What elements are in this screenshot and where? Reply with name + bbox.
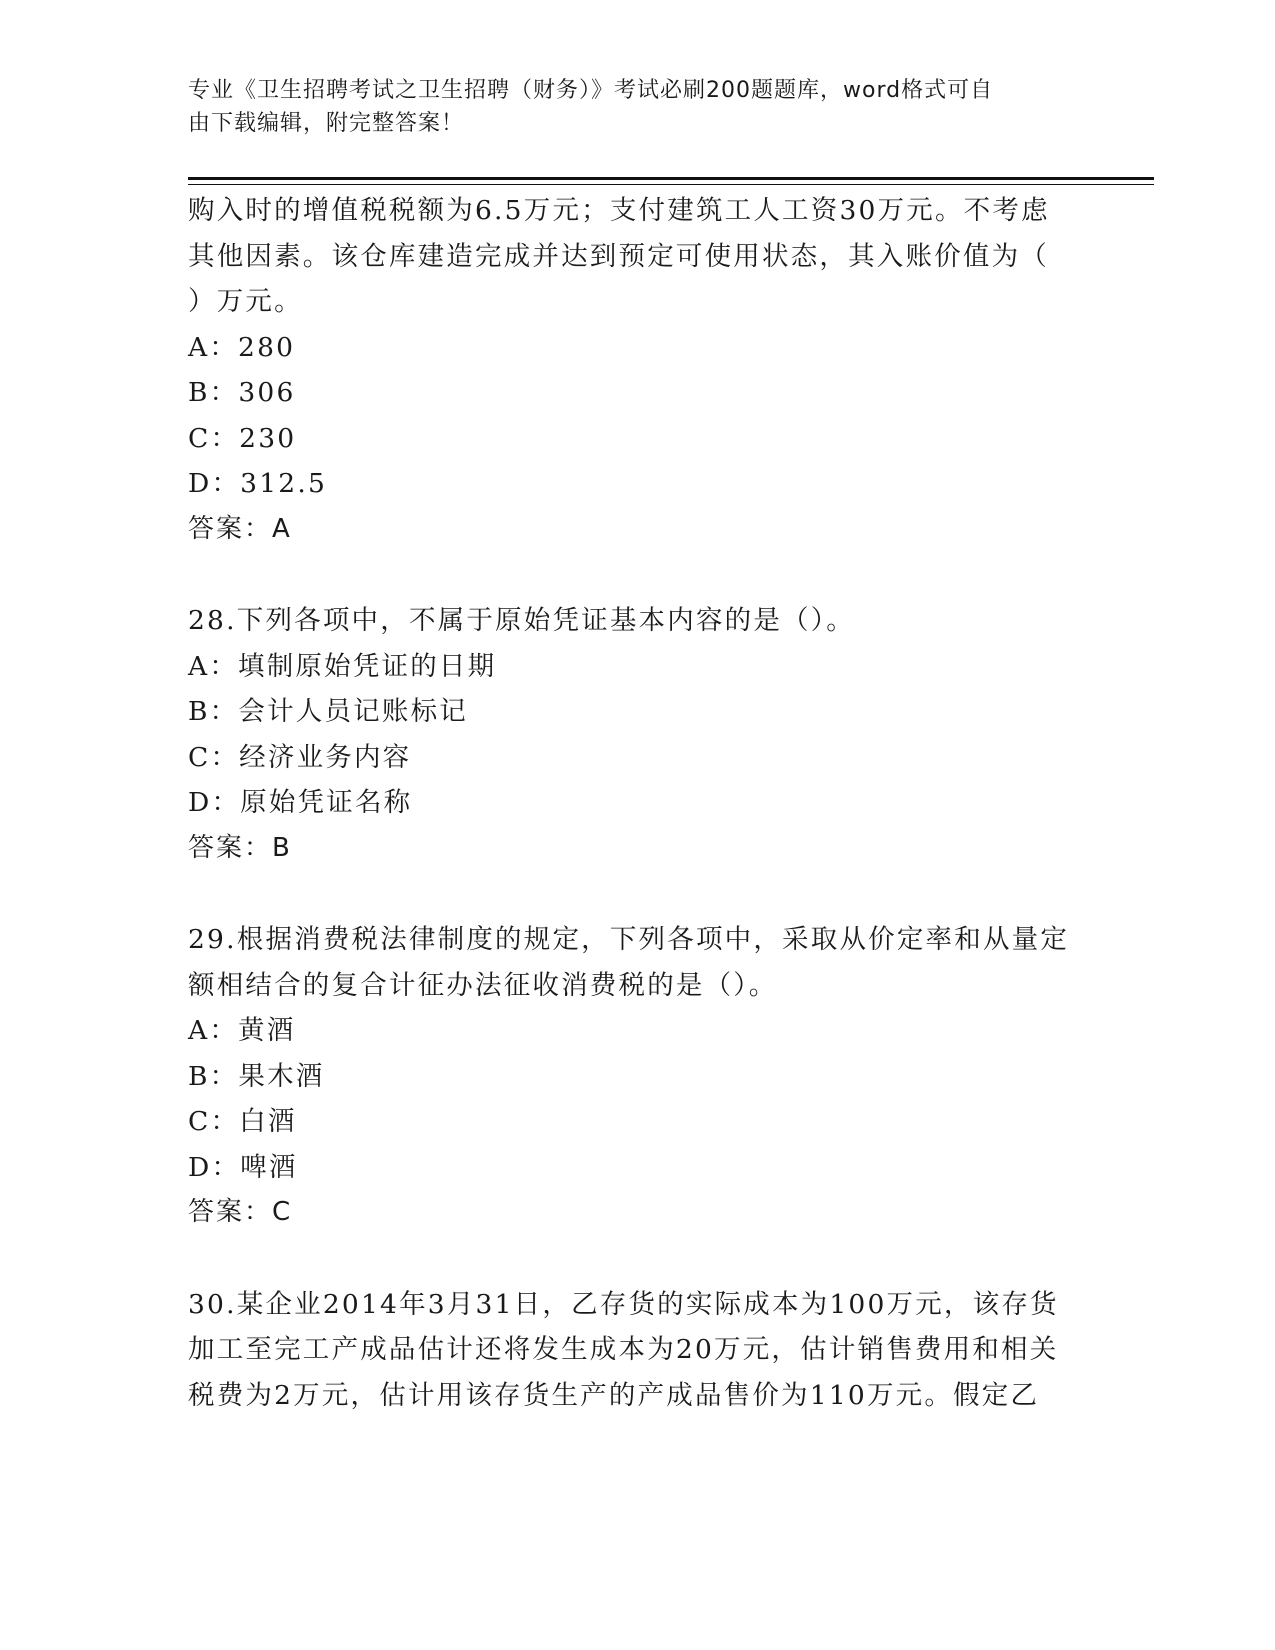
document-header bbox=[188, 74, 1068, 140]
answer-line: 答案：C bbox=[188, 1197, 293, 1227]
header-divider-thin bbox=[188, 184, 1154, 185]
option-b: B：306 bbox=[188, 377, 296, 408]
header-title-line-2: 由下载编辑，附完整答案！ bbox=[188, 111, 465, 136]
question-29 bbox=[188, 917, 1088, 1236]
question-stem-line: 30.某企业2014年3月31日，乙存货的实际成本为100万元，该存货 bbox=[188, 1288, 1059, 1320]
option-d: D：原始凭证名称 bbox=[188, 787, 413, 818]
question-stem-line: ）万元。 bbox=[188, 286, 303, 317]
question-spacer bbox=[188, 552, 1088, 598]
option-a: A：填制原始凭证的日期 bbox=[188, 650, 497, 682]
question-stem-line: 额相结合的复合计征办法征收消费税的是（）。 bbox=[188, 969, 778, 1001]
question-stem-line: 购入时的增值税税额为6.5万元；支付建筑工人工资30万元。不考虑 bbox=[188, 195, 1050, 226]
question-stem-line: 加工至完工产成品估计还将发生成本为20万元，估计销售费用和相关 bbox=[188, 1334, 1059, 1365]
question-stem-line: 其他因素。该仓库建造完成并达到预定可使用状态，其入账价值为（ bbox=[188, 240, 1049, 272]
question-spacer bbox=[188, 871, 1088, 917]
option-b: B：会计人员记账标记 bbox=[188, 696, 468, 727]
answer-line: 答案：B bbox=[188, 832, 292, 863]
option-d: D：312.5 bbox=[188, 468, 328, 499]
option-c: C：230 bbox=[188, 422, 297, 454]
header-title-line-1: 专业《卫生招聘考试之卫生招聘（财务）》考试必刷200题题库，word格式可自 bbox=[188, 78, 994, 103]
question-stem-line: 29.根据消费税法律制度的规定，下列各项中，采取从价定率和从量定 bbox=[188, 924, 1070, 955]
option-c: C：经济业务内容 bbox=[188, 741, 412, 773]
question-stem-line: 28.下列各项中，不属于原始凭证基本内容的是（）。 bbox=[188, 605, 855, 636]
option-a: A：黄酒 bbox=[188, 1015, 296, 1046]
question-spacer bbox=[188, 1236, 1088, 1282]
question-27 bbox=[188, 188, 1088, 552]
option-a: A：280 bbox=[188, 331, 296, 363]
header-divider-thick bbox=[188, 177, 1154, 180]
question-30 bbox=[188, 1282, 1088, 1419]
question-stem-line: 税费为2万元，估计用该存货生产的产成品售价为110万元。假定乙 bbox=[188, 1379, 1040, 1411]
question-28 bbox=[188, 598, 1088, 871]
answer-line: 答案：A bbox=[188, 513, 292, 544]
option-b: B：果木酒 bbox=[188, 1060, 325, 1092]
option-d: D：啤酒 bbox=[188, 1151, 298, 1183]
question-list bbox=[188, 188, 1088, 1418]
option-c: C：白酒 bbox=[188, 1106, 297, 1137]
